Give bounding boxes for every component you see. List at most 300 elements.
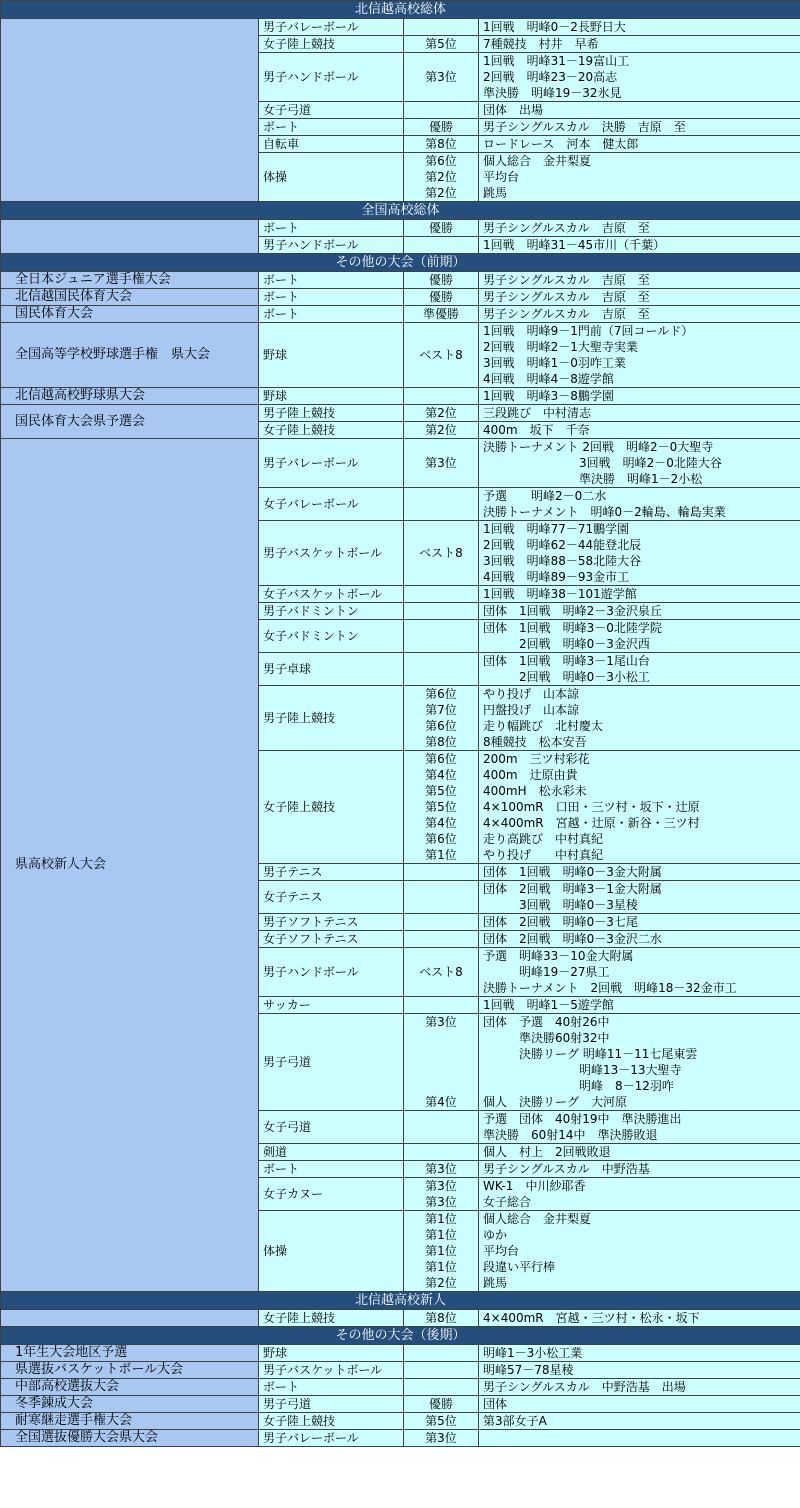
cell-line: 男子シングルスカル 吉原 至	[483, 221, 650, 235]
cell-line	[408, 864, 474, 880]
rank-cell	[404, 289, 479, 306]
cell-line: 決勝トーナメント 2回戦 明峰2－0大聖寺	[483, 440, 714, 454]
cell-line	[408, 603, 474, 619]
sport-cell: 男子バレーボール	[259, 439, 404, 488]
detail-cell	[479, 237, 800, 254]
cell-line: 1回戦 明峰1－5遊学館	[483, 998, 614, 1012]
cell-line: 第5位	[425, 1414, 457, 1428]
cell-line: 準決勝 明峰1－2小松	[483, 472, 703, 486]
cell-line: 第2位	[425, 423, 457, 437]
cell-line: 予選 団体 40射19中 準決勝進出	[483, 1112, 682, 1126]
section-title: その他の大会（前期）	[1, 254, 800, 272]
rank-cell	[404, 931, 479, 948]
cell-line: 第6位	[425, 687, 457, 701]
event-name-cell: 北信越高校野球県大会	[1, 388, 259, 405]
cell-line: 第4位	[425, 768, 457, 782]
cell-line: 第8位	[425, 1311, 457, 1325]
cell-line: 明峰57－78星稜	[483, 1363, 574, 1377]
cell-line: 200m 三ツ村彩花	[483, 752, 590, 766]
sport-cell: 男子ソフトテニス	[259, 914, 404, 931]
detail-cell	[479, 153, 800, 202]
cell-line: 第4位	[425, 816, 457, 830]
cell-line: ベスト8	[419, 348, 463, 362]
cell-line: 第6位	[425, 832, 457, 846]
cell-line: 個人 村上 2回戦敗退	[483, 1145, 611, 1159]
cell-line: 団体	[483, 1397, 508, 1411]
cell-line: 団体 2回戦 明峰0－3七尾	[483, 915, 638, 929]
sport-cell: 男子ハンドボール	[259, 53, 404, 102]
cell-line: 決勝リーグ 明峰11－11七尾東雲	[483, 1047, 698, 1061]
table-row	[1, 323, 800, 388]
cell-line: ロードレース 河本 健太郎	[483, 137, 639, 151]
cell-line: 準決勝 60射14中 準決勝敗退	[483, 1128, 658, 1142]
cell-line: 優勝	[428, 221, 453, 235]
detail-cell	[479, 1144, 800, 1161]
rank-cell	[404, 388, 479, 405]
cell-line: 第5位	[425, 800, 457, 814]
cell-line: 第2位	[425, 1276, 457, 1290]
rank-cell	[404, 881, 479, 914]
cell-line: 跳馬	[483, 1276, 508, 1290]
rank-cell	[404, 53, 479, 102]
sport-cell: 野球	[259, 1345, 404, 1362]
rank-cell	[404, 586, 479, 603]
table-row	[1, 1379, 800, 1396]
detail-cell	[479, 686, 800, 751]
cell-line	[408, 19, 474, 35]
cell-line: 第2位	[425, 170, 457, 184]
cell-line: 第2位	[425, 406, 457, 420]
event-name-cell: 北信越国民体育大会	[1, 289, 259, 306]
detail-cell	[479, 653, 800, 686]
cell-line: 2回戦 明峰2－1大聖寺実業	[483, 340, 638, 354]
detail-cell	[479, 914, 800, 931]
rank-cell	[404, 1111, 479, 1144]
detail-cell	[479, 289, 800, 306]
cell-line: 明峰 8－12羽咋	[483, 1079, 674, 1093]
section-title: 全国高校総体	[1, 202, 800, 220]
rank-cell	[404, 1014, 479, 1111]
detail-cell	[479, 1310, 800, 1327]
cell-line: 優勝	[428, 273, 453, 287]
cell-line: 4×400mR 宮越・辻原・新谷・三ツ村	[483, 816, 700, 830]
cell-line: 男子シングルスカル 吉原 至	[483, 307, 650, 321]
cell-line	[408, 628, 474, 644]
cell-line: 第6位	[425, 154, 457, 168]
table-row	[1, 1430, 800, 1447]
cell-line: 第3位	[425, 1015, 457, 1029]
event-name-cell: 1年生大会地区予選	[1, 1345, 259, 1362]
rank-cell	[404, 306, 479, 323]
rank-cell	[404, 488, 479, 521]
cell-line: 第5位	[425, 784, 457, 798]
cell-line: 明峰1－3小松工業	[483, 1346, 583, 1360]
sport-cell: 女子陸上競技	[259, 1310, 404, 1327]
sport-cell: サッカー	[259, 997, 404, 1014]
rank-cell	[404, 102, 479, 119]
sport-cell: 女子弓道	[259, 102, 404, 119]
cell-line: 予選 明峰2－0二水	[483, 489, 607, 503]
cell-line	[408, 997, 474, 1013]
cell-line	[408, 496, 474, 512]
detail-cell	[479, 323, 800, 388]
detail-cell	[479, 1362, 800, 1379]
sport-cell: ボート	[259, 119, 404, 136]
cell-line: ベスト8	[419, 965, 463, 979]
sport-cell: 自転車	[259, 136, 404, 153]
sport-cell: 男子バレーボール	[259, 19, 404, 36]
event-name-cell	[1, 1310, 259, 1327]
table-row	[1, 439, 800, 488]
cell-line: 男子シングルスカル 中野浩基	[483, 1162, 650, 1176]
sport-cell: 女子弓道	[259, 1111, 404, 1144]
cell-line: 団体 1回戦 明峰2－3金沢泉丘	[483, 604, 662, 618]
sport-cell: ボート	[259, 1379, 404, 1396]
cell-line	[408, 102, 474, 118]
sport-cell: 男子バスケットボール	[259, 521, 404, 586]
detail-cell	[479, 53, 800, 102]
rank-cell	[404, 1379, 479, 1396]
cell-line: 2回戦 明峰62－44能登北辰	[483, 538, 642, 552]
detail-cell	[479, 864, 800, 881]
detail-cell	[479, 488, 800, 521]
cell-line: 1回戦 明峰31－45市川（千葉）	[483, 238, 666, 252]
cell-line: 第1位	[425, 1244, 457, 1258]
table-row	[1, 1396, 800, 1413]
cell-line	[408, 1379, 474, 1395]
sport-cell: 女子ソフトテニス	[259, 931, 404, 948]
cell-line: 男子シングルスカル 吉原 至	[483, 273, 650, 287]
sport-cell: 女子バドミントン	[259, 620, 404, 653]
cell-line: 第3部女子A	[483, 1414, 547, 1428]
detail-cell	[479, 1111, 800, 1144]
cell-line: 2回戦 明峰0－3小松工	[483, 670, 650, 684]
cell-line: 第7位	[425, 703, 457, 717]
cell-line: 2回戦 明峰23－20高志	[483, 70, 618, 84]
cell-line: 団体 出場	[483, 103, 544, 117]
detail-cell	[479, 405, 800, 422]
rank-cell	[404, 948, 479, 997]
detail-cell	[479, 751, 800, 864]
event-name-cell: 全国高等学校野球選手権 県大会	[1, 323, 259, 388]
results-body	[1, 1, 800, 1447]
cell-line	[408, 1078, 474, 1094]
sport-cell: 野球	[259, 323, 404, 388]
cell-line	[408, 889, 474, 905]
cell-line: 走り高跳び 中村真紀	[483, 832, 604, 846]
cell-line: 1回戦 明峰77－71鵬学園	[483, 522, 630, 536]
rank-cell	[404, 997, 479, 1014]
cell-line: 第8位	[425, 137, 457, 151]
sport-cell: 女子陸上競技	[259, 1413, 404, 1430]
cell-line: 2回戦 明峰0－3金沢西	[483, 637, 650, 651]
event-name-cell: 県選抜バスケットボール大会	[1, 1362, 259, 1379]
sport-cell: 女子陸上競技	[259, 36, 404, 53]
cell-line: 第4位	[425, 1095, 457, 1109]
cell-line: 平均台	[483, 1244, 520, 1258]
cell-line: 優勝	[428, 120, 453, 134]
cell-line: 男子シングルスカル 吉原 至	[483, 290, 650, 304]
table-row	[1, 306, 800, 323]
table-row	[1, 289, 800, 306]
rank-cell	[404, 1310, 479, 1327]
cell-line: 団体 1回戦 明峰3－1尾山台	[483, 654, 650, 668]
detail-cell	[479, 1014, 800, 1111]
cell-line: 準優勝	[422, 307, 459, 321]
cell-line: 団体 1回戦 明峰0－3金大附属	[483, 865, 662, 879]
cell-line: 団体 2回戦 明峰3－1金大附属	[483, 882, 662, 896]
detail-cell	[479, 948, 800, 997]
sport-cell: 剣道	[259, 1144, 404, 1161]
cell-line: ベスト8	[419, 546, 463, 560]
sport-cell: ボート	[259, 220, 404, 237]
sport-cell: 男子バスケットボール	[259, 1362, 404, 1379]
cell-line: 第1位	[425, 1228, 457, 1242]
rank-cell	[404, 1161, 479, 1178]
detail-cell	[479, 521, 800, 586]
cell-line: 男子シングルスカル 中野浩基 出場	[483, 1380, 686, 1394]
cell-line	[408, 1362, 474, 1378]
event-name-cell: 国民体育大会	[1, 306, 259, 323]
cell-line: 個人 決勝リーグ 大河原	[483, 1095, 628, 1109]
detail-cell	[479, 1413, 800, 1430]
sport-cell: 男子弓道	[259, 1014, 404, 1111]
event-name-cell: 全日本ジュニア選手権大会	[1, 272, 259, 289]
detail-cell	[479, 931, 800, 948]
sport-cell: ボート	[259, 289, 404, 306]
cell-line: 女子総合	[483, 1195, 532, 1209]
table-row	[1, 1413, 800, 1430]
cell-line: 8種競技 松本安吾	[483, 735, 587, 749]
rank-cell	[404, 220, 479, 237]
detail-cell	[479, 220, 800, 237]
sport-cell: 女子陸上競技	[259, 751, 404, 864]
rank-cell	[404, 439, 479, 488]
detail-cell	[479, 36, 800, 53]
sport-cell: 女子バスケットボール	[259, 586, 404, 603]
sport-cell: ボート	[259, 272, 404, 289]
cell-line: 第1位	[425, 1212, 457, 1226]
rank-cell	[404, 19, 479, 36]
sport-cell: 女子カヌー	[259, 1178, 404, 1211]
rank-cell	[404, 422, 479, 439]
detail-cell	[479, 620, 800, 653]
sport-cell: 男子バドミントン	[259, 603, 404, 620]
rank-cell	[404, 864, 479, 881]
table-row	[1, 19, 800, 36]
cell-line: WK-1 中川紗耶香	[483, 1179, 586, 1193]
detail-cell	[479, 1211, 800, 1292]
cell-line: 3回戦 明峰2－0北陸大谷	[483, 456, 722, 470]
rank-cell	[404, 1211, 479, 1292]
section-header-row	[1, 1, 800, 19]
cell-line: 4×400mR 宮越・三ツ村・松永・坂下	[483, 1311, 700, 1325]
table-row	[1, 272, 800, 289]
sport-cell: 男子陸上競技	[259, 405, 404, 422]
event-name-cell: 耐寒継走選手権大会	[1, 1413, 259, 1430]
cell-line: 優勝	[428, 1397, 453, 1411]
cell-line: 4回戦 明峰89－93金市工	[483, 570, 630, 584]
detail-cell	[479, 1430, 800, 1447]
cell-line: 第3位	[425, 1431, 457, 1445]
cell-line: 第3位	[425, 1179, 457, 1193]
cell-line	[408, 931, 474, 947]
section-header-row	[1, 1292, 800, 1310]
rank-cell	[404, 653, 479, 686]
sport-cell: 男子弓道	[259, 1396, 404, 1413]
cell-line: 第8位	[425, 735, 457, 749]
rank-cell	[404, 119, 479, 136]
cell-line: 1回戦 明峰0－2長野日大	[483, 20, 626, 34]
cell-line: 明峰19－27県工	[483, 965, 610, 979]
cell-line	[408, 1144, 474, 1160]
cell-line	[408, 586, 474, 602]
event-name-cell	[1, 19, 259, 202]
cell-line: 第5位	[425, 37, 457, 51]
cell-line: 走り幅跳び 北村慶太	[483, 719, 604, 733]
sport-cell: 女子陸上競技	[259, 422, 404, 439]
cell-line	[408, 1030, 474, 1046]
section-header-row	[1, 1327, 800, 1345]
detail-cell	[479, 1178, 800, 1211]
rank-cell	[404, 405, 479, 422]
detail-cell	[479, 388, 800, 405]
rank-cell	[404, 1362, 479, 1379]
table-row	[1, 1362, 800, 1379]
rank-cell	[404, 323, 479, 388]
rank-cell	[404, 620, 479, 653]
sport-cell: 体操	[259, 1211, 404, 1292]
rank-cell	[404, 1178, 479, 1211]
cell-line: 準決勝60射32中	[483, 1031, 610, 1045]
detail-cell	[479, 119, 800, 136]
rank-cell	[404, 521, 479, 586]
cell-line: 400m 辻原由貴	[483, 768, 578, 782]
cell-line: 円盤投げ 山本諒	[483, 703, 580, 717]
detail-cell	[479, 603, 800, 620]
cell-line: 3回戦 明峰1－0羽咋工業	[483, 356, 626, 370]
cell-line: 4回戦 明峰4－8遊学館	[483, 372, 614, 386]
sport-cell: 女子テニス	[259, 881, 404, 914]
cell-line	[483, 1430, 796, 1446]
detail-cell	[479, 439, 800, 488]
cell-line: 予選 明峰33－10金大附属	[483, 949, 634, 963]
event-name-cell: 全国選抜優勝大会県大会	[1, 1430, 259, 1447]
cell-line	[408, 1345, 474, 1361]
section-title: 北信越高校総体	[1, 1, 800, 19]
sport-cell: 野球	[259, 388, 404, 405]
rank-cell	[404, 153, 479, 202]
detail-cell	[479, 1379, 800, 1396]
rank-cell	[404, 272, 479, 289]
rank-cell	[404, 1345, 479, 1362]
cell-line: 第1位	[425, 848, 457, 862]
cell-line: 優勝	[428, 290, 453, 304]
rank-cell	[404, 686, 479, 751]
detail-cell	[479, 1161, 800, 1178]
cell-line: 1回戦 明峰38－101遊学館	[483, 587, 637, 601]
cell-line: 個人総合 金井梨夏	[483, 154, 592, 168]
sport-cell: 女子バレーボール	[259, 488, 404, 521]
cell-line: 1回戦 明峰3－8鵬学園	[483, 389, 614, 403]
cell-line: 個人総合 金井梨夏	[483, 1212, 592, 1226]
sport-cell: 男子陸上競技	[259, 686, 404, 751]
cell-line: 跳馬	[483, 186, 508, 200]
detail-cell	[479, 881, 800, 914]
cell-line: 団体 1回戦 明峰3－0北陸学院	[483, 621, 662, 635]
cell-line: 第3位	[425, 70, 457, 84]
cell-line: 決勝トーナメント 2回戦 明峰18－32金市工	[483, 981, 737, 995]
detail-cell	[479, 102, 800, 119]
cell-line	[408, 1062, 474, 1078]
sport-cell: 男子バレーボール	[259, 1430, 404, 1447]
sport-cell: 男子卓球	[259, 653, 404, 686]
cell-line: 第6位	[425, 752, 457, 766]
cell-line: 三段跳び 中村清志	[483, 406, 592, 420]
rank-cell	[404, 603, 479, 620]
rank-cell	[404, 136, 479, 153]
cell-line: 4×100mR 口田・三ツ村・坂下・辻原	[483, 800, 700, 814]
sport-cell: ボート	[259, 1161, 404, 1178]
cell-line: 第2位	[425, 186, 457, 200]
detail-cell	[479, 997, 800, 1014]
cell-line: 400mH 松永彩未	[483, 784, 587, 798]
detail-cell	[479, 306, 800, 323]
detail-cell	[479, 422, 800, 439]
cell-line: 1回戦 明峰9－1門前（7回コールド）	[483, 324, 694, 338]
section-title: その他の大会（後期）	[1, 1327, 800, 1345]
rank-cell	[404, 914, 479, 931]
cell-line: 1回戦 明峰31－19富山工	[483, 54, 630, 68]
detail-cell	[479, 1396, 800, 1413]
section-title: 北信越高校新人	[1, 1292, 800, 1310]
rank-cell	[404, 237, 479, 254]
detail-cell	[479, 19, 800, 36]
event-name-cell: 国民体育大会県予選会	[1, 405, 259, 439]
cell-line	[408, 1046, 474, 1062]
cell-line: 第1位	[425, 1260, 457, 1274]
section-header-row	[1, 254, 800, 272]
cell-line: やり投げ 中村真紀	[483, 848, 604, 862]
rank-cell	[404, 751, 479, 864]
cell-line	[408, 237, 474, 253]
cell-line: 決勝トーナメント 明峰0－2輪島、輪島実業	[483, 505, 726, 519]
cell-line: 団体 2回戦 明峰0－3金沢二水	[483, 932, 662, 946]
cell-line: 400m 坂下 千奈	[483, 423, 590, 437]
rank-cell	[404, 1144, 479, 1161]
detail-cell	[479, 1345, 800, 1362]
cell-line: やり投げ 山本諒	[483, 687, 580, 701]
cell-line: ゆか	[483, 1228, 508, 1242]
table-row	[1, 1310, 800, 1327]
sport-cell: 男子ハンドボール	[259, 237, 404, 254]
table-row	[1, 405, 800, 422]
rank-cell	[404, 1413, 479, 1430]
event-name-cell: 中部高校選抜大会	[1, 1379, 259, 1396]
cell-line: 第3位	[425, 1195, 457, 1209]
cell-line: 段違い平行棒	[483, 1260, 556, 1274]
cell-line: 3回戦 明峰0－3星稜	[483, 898, 638, 912]
cell-line: 団体 予選 40射26中	[483, 1015, 610, 1029]
rank-cell	[404, 1396, 479, 1413]
sport-cell: ボート	[259, 306, 404, 323]
cell-line: 平均台	[483, 170, 520, 184]
cell-line: 明峰13－13大聖寺	[483, 1063, 682, 1077]
table-row	[1, 388, 800, 405]
cell-line	[408, 388, 474, 404]
rank-cell	[404, 36, 479, 53]
rank-cell	[404, 1430, 479, 1447]
